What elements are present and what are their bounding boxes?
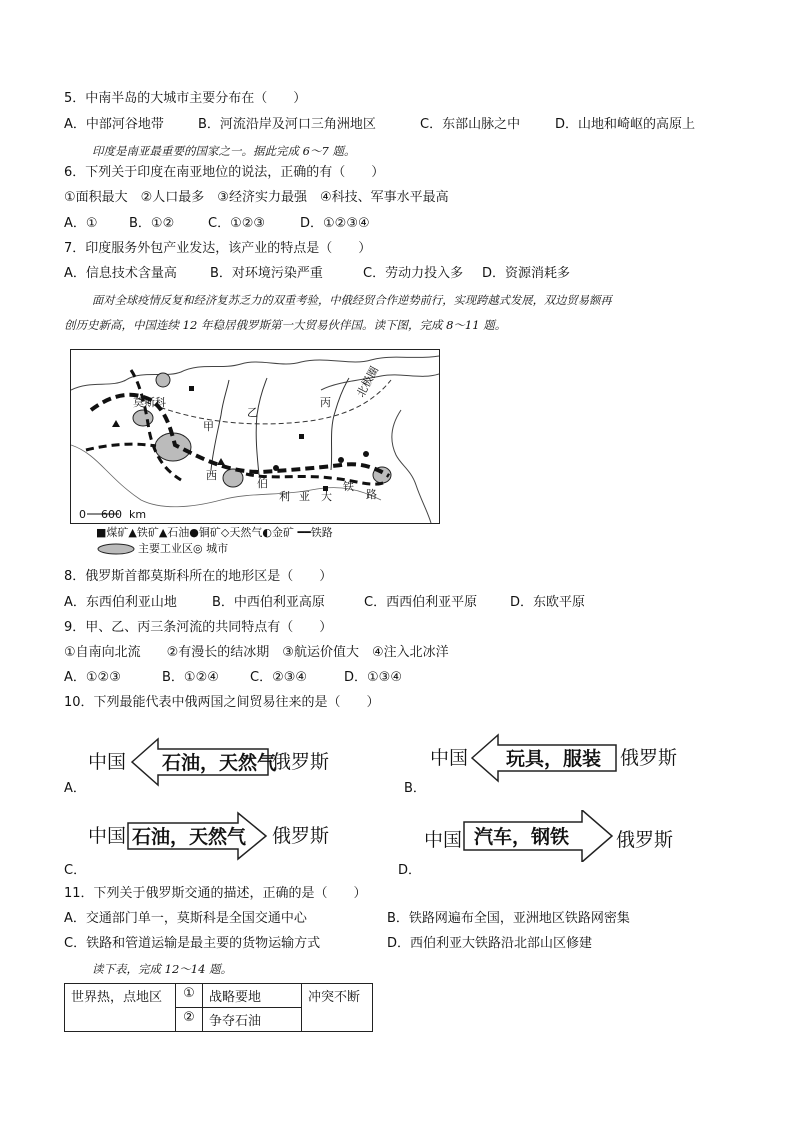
gold-mine-symbol xyxy=(363,451,369,457)
figure-c-left-country: 中国 xyxy=(88,825,127,847)
scale-value: 600 xyxy=(101,508,122,521)
table-cell-num-1: ① xyxy=(176,984,203,1008)
industrial-zone-north xyxy=(156,373,170,387)
q6-option-c[interactable]: C．①②③ xyxy=(208,216,266,231)
q10-stem: 10．下列最能代表中俄两国之间贸易往来的是（ ） xyxy=(64,695,380,710)
railway-label-char: 铁 xyxy=(343,480,354,493)
q10-option-b-label[interactable]: B． xyxy=(404,781,426,796)
figure-a-cargo: 石油，天然气 xyxy=(162,752,277,774)
q8-stem: 8．俄罗斯首都莫斯科所在的地形区是（ ） xyxy=(64,569,333,584)
q5-stem: 5．中南半岛的大城市主要分布在（ ） xyxy=(64,91,307,106)
q9-stem: 9．甲、乙、丙三条河流的共同特点有（ ） xyxy=(64,620,333,635)
railway-label-char: 大 xyxy=(321,490,332,503)
railway-label-char: 亚 xyxy=(299,490,310,503)
map-label-arctic-circle: 北极圈 xyxy=(354,364,382,400)
q8-option-a[interactable]: A．东西伯利亚山地 xyxy=(64,595,177,610)
hotspot-table xyxy=(64,983,373,1032)
river-bing xyxy=(331,378,349,470)
q5-option-d[interactable]: D．山地和崎岖的高原上 xyxy=(555,117,696,132)
q6-option-d[interactable]: D．①②③④ xyxy=(300,216,370,231)
map-label-moscow: 莫斯科 xyxy=(133,396,166,409)
industrial-zone-moscow xyxy=(155,433,191,461)
q8-option-d[interactable]: D．东欧平原 xyxy=(510,595,586,610)
figure-b-cargo: 玩具，服装 xyxy=(506,748,602,770)
coal-mine-symbol xyxy=(299,434,304,439)
q8-option-b[interactable]: B．中西伯利亚高原 xyxy=(212,595,325,610)
railway-label-char: 路 xyxy=(366,488,377,501)
q6-stem: 6．下列关于印度在南亚地位的说法，正确的有（ ） xyxy=(64,165,385,180)
q10-option-c-label[interactable]: C． xyxy=(64,863,87,878)
q9-option-a[interactable]: A．①②③ xyxy=(64,670,121,685)
q10-figure-c[interactable] xyxy=(88,810,350,862)
q10-option-a-label[interactable]: A． xyxy=(64,781,86,796)
industrial-zone-st-petersburg xyxy=(133,410,153,426)
russia-map xyxy=(70,349,440,524)
northeast-coastline xyxy=(321,374,439,390)
legend-row-1: ■煤矿▲铁矿▲石油●铜矿◇天然气◐金矿 ━━铁路 xyxy=(96,526,333,539)
q11-option-d[interactable]: D．西伯利亚大铁路沿北部山区修建 xyxy=(387,936,593,951)
figure-c-cargo: 石油，天然气 xyxy=(132,826,247,848)
q10-figure-d[interactable] xyxy=(424,810,686,862)
q10-figure-a[interactable] xyxy=(88,736,350,788)
q7-stem: 7．印度服务外包产业发达，该产业的特点是（ ） xyxy=(64,241,372,256)
q7-option-c[interactable]: C．劳动力投入多 xyxy=(363,266,464,281)
legend-row-2 xyxy=(96,541,333,557)
table-cell-num-2: ② xyxy=(176,1008,203,1032)
intro-8-11-line2: 创历史新高，中国连续 12 年稳居俄罗斯第一大贸易伙伴国。读下图，完成 8～11 题。 xyxy=(64,318,507,332)
figure-a-left-country: 中国 xyxy=(88,751,127,773)
q10-option-d-label[interactable]: D． xyxy=(398,863,422,878)
q11-option-a[interactable]: A．交通部门单一，莫斯科是全国交通中心 xyxy=(64,911,307,926)
iron-mine-symbol xyxy=(112,420,120,427)
table-cell-conflict: 冲突不断 xyxy=(302,984,373,1032)
legend-row-2-text: 主要工业区◎ 城市 xyxy=(138,542,229,555)
q9-option-c[interactable]: C．②③④ xyxy=(250,670,308,685)
q9-option-b[interactable]: B．①②④ xyxy=(162,670,219,685)
railway-label-char: 利 xyxy=(279,490,290,503)
east-coastline xyxy=(392,410,431,523)
copper-mine-symbol xyxy=(273,465,279,471)
q5-option-a[interactable]: A．中部河谷地带 xyxy=(64,117,164,132)
figure-a-right-country: 俄罗斯 xyxy=(272,751,330,773)
q10-figure-b[interactable] xyxy=(430,732,692,784)
q7-option-b[interactable]: B．对环境污染严重 xyxy=(210,266,323,281)
intro-8-11-line1: 面对全球疫情反复和经济复苏乏力的双重考验，中俄经贸合作逆势前行，实现跨越式发展，双边贸易额再 xyxy=(92,294,612,307)
russia-map-svg xyxy=(71,350,439,523)
q9-statements: ①自南向北流 ②有漫长的结冰期 ③航运价值大 ④注入北冰洋 xyxy=(64,645,449,660)
q5-option-b[interactable]: B．河流沿岸及河口三角洲地区 xyxy=(198,117,376,132)
q6-option-a[interactable]: A．① xyxy=(64,216,98,231)
table-cell-text-2: 争夺石油 xyxy=(203,1008,302,1032)
copper-mine-symbol xyxy=(338,457,344,463)
river-yi xyxy=(256,378,267,475)
oil-symbol xyxy=(217,458,225,465)
coal-mine-symbol xyxy=(189,386,194,391)
table-cell-text-1: 战略要地 xyxy=(203,984,302,1008)
map-label-yi: 乙 xyxy=(247,406,258,419)
q6-option-b[interactable]: B．①② xyxy=(129,216,175,231)
arctic-circle xyxy=(131,380,391,424)
figure-b-right-country: 俄罗斯 xyxy=(620,747,678,769)
q5-option-c[interactable]: C．东部山脉之中 xyxy=(420,117,521,132)
figure-c-right-country: 俄罗斯 xyxy=(272,825,330,847)
q7-option-d[interactable]: D．资源消耗多 xyxy=(482,266,571,281)
map-label-bing: 丙 xyxy=(320,396,331,409)
figure-d-left-country: 中国 xyxy=(424,829,463,851)
q9-option-d[interactable]: D．①③④ xyxy=(344,670,402,685)
q7-option-a[interactable]: A．信息技术含量高 xyxy=(64,266,177,281)
north-coastline xyxy=(71,356,439,390)
railway-west xyxy=(86,444,156,450)
q8-option-c[interactable]: C．西西伯利亚平原 xyxy=(364,595,478,610)
scale-unit: km xyxy=(129,508,147,521)
table-cell-region: 世界热，点地区 xyxy=(65,984,176,1032)
figure-d-cargo: 汽车，钢铁 xyxy=(474,826,570,848)
intro-6-7: 印度是南亚最重要的国家之一。据此完成 6～7 题。 xyxy=(92,144,356,158)
q11-stem: 11．下列关于俄罗斯交通的描述，正确的是（ ） xyxy=(64,886,367,901)
railway-label-char: 西 xyxy=(206,469,217,482)
q6-statements: ①面积最大 ②人口最多 ③经济实力最强 ④科技、军事水平最高 xyxy=(64,190,449,205)
scale-zero: 0 xyxy=(79,508,86,521)
q11-option-b[interactable]: B．铁路网遍布全国，亚洲地区铁路网密集 xyxy=(387,911,630,926)
railway-label-char: 伯 xyxy=(257,477,268,490)
intro-12-14: 读下表，完成 12～14 题。 xyxy=(92,962,233,976)
figure-b-left-country: 中国 xyxy=(430,747,469,769)
table-row xyxy=(65,984,373,1008)
industrial-zone-swatch-icon xyxy=(96,543,136,555)
figure-d-right-country: 俄罗斯 xyxy=(616,829,674,851)
map-legend xyxy=(96,525,333,557)
map-label-jia: 甲 xyxy=(203,420,214,433)
q11-option-c[interactable]: C．铁路和管道运输是最主要的货物运输方式 xyxy=(64,936,321,951)
